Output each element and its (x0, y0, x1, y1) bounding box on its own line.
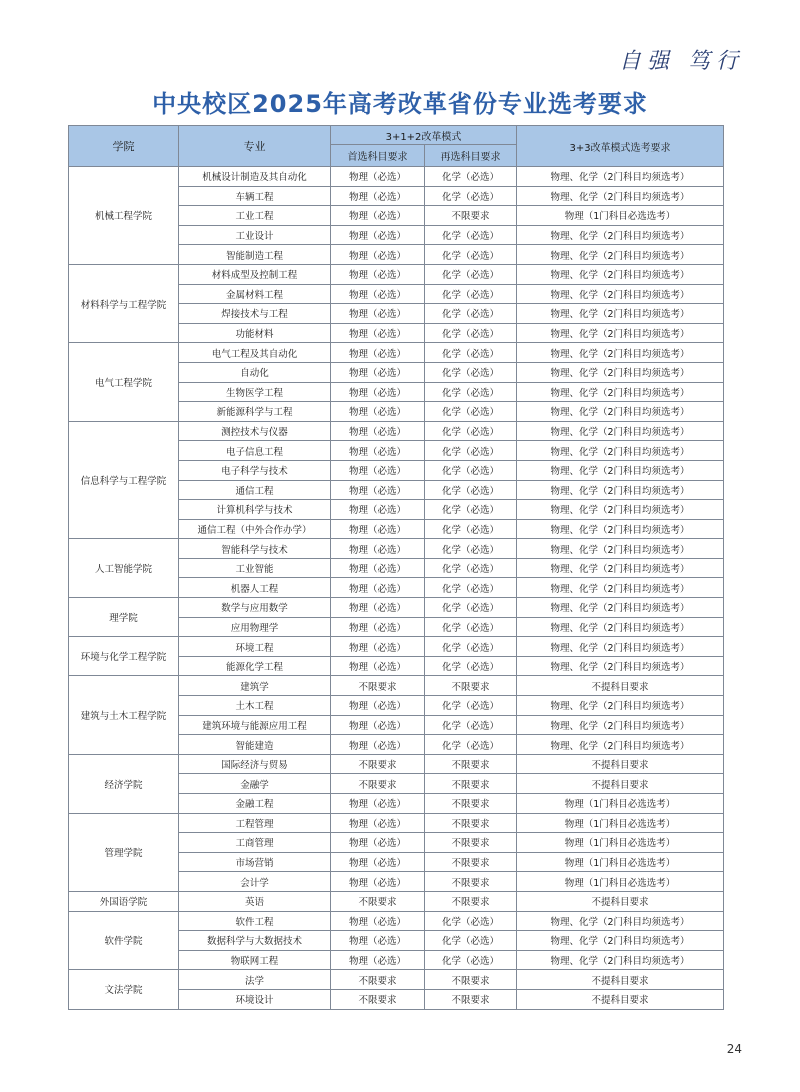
first-subject-cell: 物理（必选） (331, 950, 425, 970)
major-cell: 法学 (179, 970, 331, 990)
mode-33-cell: 物理、化学（2门科目均须选考） (517, 715, 724, 735)
college-cell: 机械工程学院 (69, 167, 179, 265)
first-subject-cell: 不限要求 (331, 774, 425, 794)
table-row (69, 911, 724, 931)
mode-33-cell: 物理、化学（2门科目均须选考） (517, 284, 724, 304)
first-subject-cell: 物理（必选） (331, 637, 425, 657)
first-subject-cell: 物理（必选） (331, 362, 425, 382)
table-row (69, 421, 724, 441)
major-cell: 能源化学工程 (179, 656, 331, 676)
second-subject-cell: 不限要求 (425, 774, 517, 794)
table-body (69, 167, 724, 1010)
mode-33-cell: 物理、化学（2门科目均须选考） (517, 617, 724, 637)
first-subject-cell: 物理（必选） (331, 696, 425, 716)
second-subject-cell: 化学（必选） (425, 558, 517, 578)
first-subject-cell: 不限要求 (331, 676, 425, 696)
mode-33-cell: 物理（1门科目必选选考） (517, 794, 724, 814)
mode-33-cell: 物理、化学（2门科目均须选考） (517, 362, 724, 382)
table-row (69, 637, 724, 657)
second-subject-cell: 化学（必选） (425, 167, 517, 187)
second-subject-cell: 化学（必选） (425, 304, 517, 324)
mode-33-cell: 物理、化学（2门科目均须选考） (517, 911, 724, 931)
page-title: 中央校区2025年高考改革省份专业选考要求 (152, 90, 648, 118)
second-subject-cell: 化学（必选） (425, 911, 517, 931)
major-cell: 焊接技术与工程 (179, 304, 331, 324)
first-subject-cell: 物理（必选） (331, 480, 425, 500)
college-cell: 人工智能学院 (69, 539, 179, 598)
first-subject-cell: 物理（必选） (331, 167, 425, 187)
header-first-subject: 首选科目要求 (331, 145, 425, 167)
second-subject-cell: 化学（必选） (425, 735, 517, 755)
first-subject-cell: 不限要求 (331, 891, 425, 911)
second-subject-cell: 化学（必选） (425, 323, 517, 343)
mode-33-cell: 物理、化学（2门科目均须选考） (517, 558, 724, 578)
second-subject-cell: 化学（必选） (425, 500, 517, 520)
mode-33-cell: 物理、化学（2门科目均须选考） (517, 637, 724, 657)
mode-33-cell: 物理、化学（2门科目均须选考） (517, 245, 724, 265)
mode-33-cell: 物理、化学（2门科目均须选考） (517, 304, 724, 324)
major-cell: 智能建造 (179, 735, 331, 755)
mode-33-cell: 物理、化学（2门科目均须选考） (517, 598, 724, 618)
first-subject-cell: 不限要求 (331, 754, 425, 774)
first-subject-cell: 物理（必选） (331, 500, 425, 520)
major-cell: 软件工程 (179, 911, 331, 931)
major-cell: 数据科学与大数据技术 (179, 931, 331, 951)
second-subject-cell: 化学（必选） (425, 441, 517, 461)
second-subject-cell: 化学（必选） (425, 931, 517, 951)
mode-33-cell: 物理、化学（2门科目均须选考） (517, 460, 724, 480)
first-subject-cell: 物理（必选） (331, 558, 425, 578)
table-row (69, 264, 724, 284)
college-cell: 外国语学院 (69, 891, 179, 911)
second-subject-cell: 化学（必选） (425, 343, 517, 363)
first-subject-cell: 不限要求 (331, 970, 425, 990)
mode-33-cell: 物理、化学（2门科目均须选考） (517, 519, 724, 539)
major-cell: 国际经济与贸易 (179, 754, 331, 774)
second-subject-cell: 化学（必选） (425, 362, 517, 382)
college-cell: 经济学院 (69, 754, 179, 813)
first-subject-cell: 物理（必选） (331, 578, 425, 598)
first-subject-cell: 物理（必选） (331, 539, 425, 559)
mode-33-cell: 物理、化学（2门科目均须选考） (517, 167, 724, 187)
major-cell: 计算机科学与技术 (179, 500, 331, 520)
mode-33-cell: 物理、化学（2门科目均须选考） (517, 264, 724, 284)
major-cell: 通信工程 (179, 480, 331, 500)
second-subject-cell: 不限要求 (425, 813, 517, 833)
mode-33-cell: 物理、化学（2门科目均须选考） (517, 656, 724, 676)
second-subject-cell: 不限要求 (425, 989, 517, 1009)
second-subject-cell: 化学（必选） (425, 539, 517, 559)
table-row (69, 539, 724, 559)
major-cell: 应用物理学 (179, 617, 331, 637)
header-mode-312: 3+1+2改革模式 (331, 126, 517, 145)
second-subject-cell: 化学（必选） (425, 637, 517, 657)
college-cell: 环境与化学工程学院 (69, 637, 179, 676)
first-subject-cell: 物理（必选） (331, 402, 425, 422)
college-cell: 理学院 (69, 598, 179, 637)
college-cell: 管理学院 (69, 813, 179, 891)
mode-33-cell: 不提科目要求 (517, 676, 724, 696)
first-subject-cell: 物理（必选） (331, 852, 425, 872)
first-subject-cell: 物理（必选） (331, 225, 425, 245)
college-cell: 信息科学与工程学院 (69, 421, 179, 539)
first-subject-cell: 物理（必选） (331, 343, 425, 363)
major-cell: 工业智能 (179, 558, 331, 578)
second-subject-cell: 化学（必选） (425, 402, 517, 422)
major-cell: 物联网工程 (179, 950, 331, 970)
first-subject-cell: 物理（必选） (331, 656, 425, 676)
major-cell: 电气工程及其自动化 (179, 343, 331, 363)
second-subject-cell: 不限要求 (425, 833, 517, 853)
mode-33-cell: 不提科目要求 (517, 989, 724, 1009)
first-subject-cell: 物理（必选） (331, 264, 425, 284)
mode-33-cell: 物理（1门科目必选选考） (517, 813, 724, 833)
page-number: 24 (726, 1042, 742, 1056)
major-cell: 工业工程 (179, 206, 331, 226)
mode-33-cell: 物理、化学（2门科目均须选考） (517, 696, 724, 716)
second-subject-cell: 化学（必选） (425, 186, 517, 206)
mode-33-cell: 物理、化学（2门科目均须选考） (517, 421, 724, 441)
second-subject-cell: 化学（必选） (425, 950, 517, 970)
first-subject-cell: 物理（必选） (331, 421, 425, 441)
first-subject-cell: 物理（必选） (331, 206, 425, 226)
table-row (69, 891, 724, 911)
major-cell: 自动化 (179, 362, 331, 382)
major-cell: 市场营销 (179, 852, 331, 872)
mode-33-cell: 物理（1门科目必选选考） (517, 206, 724, 226)
header-college: 学院 (69, 126, 179, 167)
first-subject-cell: 物理（必选） (331, 813, 425, 833)
first-subject-cell: 不限要求 (331, 989, 425, 1009)
second-subject-cell: 不限要求 (425, 676, 517, 696)
college-cell: 电气工程学院 (69, 343, 179, 421)
mode-33-cell: 不提科目要求 (517, 970, 724, 990)
second-subject-cell: 化学（必选） (425, 578, 517, 598)
mode-33-cell: 物理、化学（2门科目均须选考） (517, 441, 724, 461)
table-row (69, 167, 724, 187)
table-row (69, 970, 724, 990)
first-subject-cell: 物理（必选） (331, 833, 425, 853)
first-subject-cell: 物理（必选） (331, 382, 425, 402)
major-cell: 新能源科学与工程 (179, 402, 331, 422)
header-mode-33: 3+3改革模式选考要求 (517, 126, 724, 167)
major-cell: 通信工程（中外合作办学） (179, 519, 331, 539)
table-row (69, 754, 724, 774)
second-subject-cell: 不限要求 (425, 852, 517, 872)
first-subject-cell: 物理（必选） (331, 460, 425, 480)
major-cell: 金融工程 (179, 794, 331, 814)
first-subject-cell: 物理（必选） (331, 872, 425, 892)
major-cell: 机器人工程 (179, 578, 331, 598)
first-subject-cell: 物理（必选） (331, 911, 425, 931)
first-subject-cell: 物理（必选） (331, 598, 425, 618)
school-motto: 自强 笃行 (619, 49, 744, 74)
major-cell: 工业设计 (179, 225, 331, 245)
first-subject-cell: 物理（必选） (331, 794, 425, 814)
major-cell: 功能材料 (179, 323, 331, 343)
college-cell: 建筑与土木工程学院 (69, 676, 179, 754)
second-subject-cell: 化学（必选） (425, 598, 517, 618)
second-subject-cell: 不限要求 (425, 872, 517, 892)
major-cell: 工程管理 (179, 813, 331, 833)
first-subject-cell: 物理（必选） (331, 441, 425, 461)
major-cell: 环境工程 (179, 637, 331, 657)
first-subject-cell: 物理（必选） (331, 735, 425, 755)
major-cell: 建筑环境与能源应用工程 (179, 715, 331, 735)
second-subject-cell: 化学（必选） (425, 480, 517, 500)
first-subject-cell: 物理（必选） (331, 519, 425, 539)
second-subject-cell: 不限要求 (425, 970, 517, 990)
major-cell: 测控技术与仪器 (179, 421, 331, 441)
table-row (69, 676, 724, 696)
table-row (69, 343, 724, 363)
first-subject-cell: 物理（必选） (331, 323, 425, 343)
header-major: 专业 (179, 126, 331, 167)
second-subject-cell: 化学（必选） (425, 696, 517, 716)
major-cell: 电子科学与技术 (179, 460, 331, 480)
mode-33-cell: 物理、化学（2门科目均须选考） (517, 402, 724, 422)
major-cell: 机械设计制造及其自动化 (179, 167, 331, 187)
second-subject-cell: 化学（必选） (425, 715, 517, 735)
mode-33-cell: 物理、化学（2门科目均须选考） (517, 950, 724, 970)
second-subject-cell: 化学（必选） (425, 656, 517, 676)
first-subject-cell: 物理（必选） (331, 284, 425, 304)
mode-33-cell: 物理、化学（2门科目均须选考） (517, 500, 724, 520)
second-subject-cell: 化学（必选） (425, 245, 517, 265)
mode-33-cell: 物理、化学（2门科目均须选考） (517, 323, 724, 343)
mode-33-cell: 物理（1门科目必选选考） (517, 872, 724, 892)
mode-33-cell: 物理、化学（2门科目均须选考） (517, 539, 724, 559)
second-subject-cell: 化学（必选） (425, 519, 517, 539)
first-subject-cell: 物理（必选） (331, 931, 425, 951)
major-cell: 智能制造工程 (179, 245, 331, 265)
major-cell: 材料成型及控制工程 (179, 264, 331, 284)
second-subject-cell: 化学（必选） (425, 617, 517, 637)
mode-33-cell: 物理、化学（2门科目均须选考） (517, 343, 724, 363)
second-subject-cell: 化学（必选） (425, 284, 517, 304)
major-cell: 土木工程 (179, 696, 331, 716)
second-subject-cell: 化学（必选） (425, 264, 517, 284)
major-cell: 环境设计 (179, 989, 331, 1009)
second-subject-cell: 化学（必选） (425, 225, 517, 245)
mode-33-cell: 物理、化学（2门科目均须选考） (517, 931, 724, 951)
mode-33-cell: 物理、化学（2门科目均须选考） (517, 480, 724, 500)
mode-33-cell: 物理、化学（2门科目均须选考） (517, 578, 724, 598)
first-subject-cell: 物理（必选） (331, 304, 425, 324)
mode-33-cell: 不提科目要求 (517, 774, 724, 794)
mode-33-cell: 物理、化学（2门科目均须选考） (517, 186, 724, 206)
major-cell: 金属材料工程 (179, 284, 331, 304)
mode-33-cell: 不提科目要求 (517, 891, 724, 911)
second-subject-cell: 不限要求 (425, 206, 517, 226)
college-cell: 材料科学与工程学院 (69, 264, 179, 342)
first-subject-cell: 物理（必选） (331, 245, 425, 265)
second-subject-cell: 化学（必选） (425, 460, 517, 480)
mode-33-cell: 物理、化学（2门科目均须选考） (517, 225, 724, 245)
mode-33-cell: 物理（1门科目必选选考） (517, 852, 724, 872)
first-subject-cell: 物理（必选） (331, 715, 425, 735)
mode-33-cell: 物理、化学（2门科目均须选考） (517, 735, 724, 755)
header-second-subject: 再选科目要求 (425, 145, 517, 167)
table-header (69, 126, 724, 167)
major-cell: 智能科学与技术 (179, 539, 331, 559)
table-row (69, 813, 724, 833)
major-cell: 工商管理 (179, 833, 331, 853)
second-subject-cell: 化学（必选） (425, 421, 517, 441)
mode-33-cell: 物理（1门科目必选选考） (517, 833, 724, 853)
college-cell: 文法学院 (69, 970, 179, 1009)
college-cell: 软件学院 (69, 911, 179, 970)
major-cell: 金融学 (179, 774, 331, 794)
second-subject-cell: 不限要求 (425, 794, 517, 814)
major-cell: 会计学 (179, 872, 331, 892)
major-cell: 车辆工程 (179, 186, 331, 206)
major-cell: 建筑学 (179, 676, 331, 696)
major-cell: 数学与应用数学 (179, 598, 331, 618)
subject-requirements-table (68, 125, 724, 1010)
major-cell: 电子信息工程 (179, 441, 331, 461)
first-subject-cell: 物理（必选） (331, 186, 425, 206)
table-row (69, 598, 724, 618)
second-subject-cell: 不限要求 (425, 754, 517, 774)
major-cell: 英语 (179, 891, 331, 911)
mode-33-cell: 不提科目要求 (517, 754, 724, 774)
second-subject-cell: 化学（必选） (425, 382, 517, 402)
second-subject-cell: 不限要求 (425, 891, 517, 911)
first-subject-cell: 物理（必选） (331, 617, 425, 637)
mode-33-cell: 物理、化学（2门科目均须选考） (517, 382, 724, 402)
major-cell: 生物医学工程 (179, 382, 331, 402)
